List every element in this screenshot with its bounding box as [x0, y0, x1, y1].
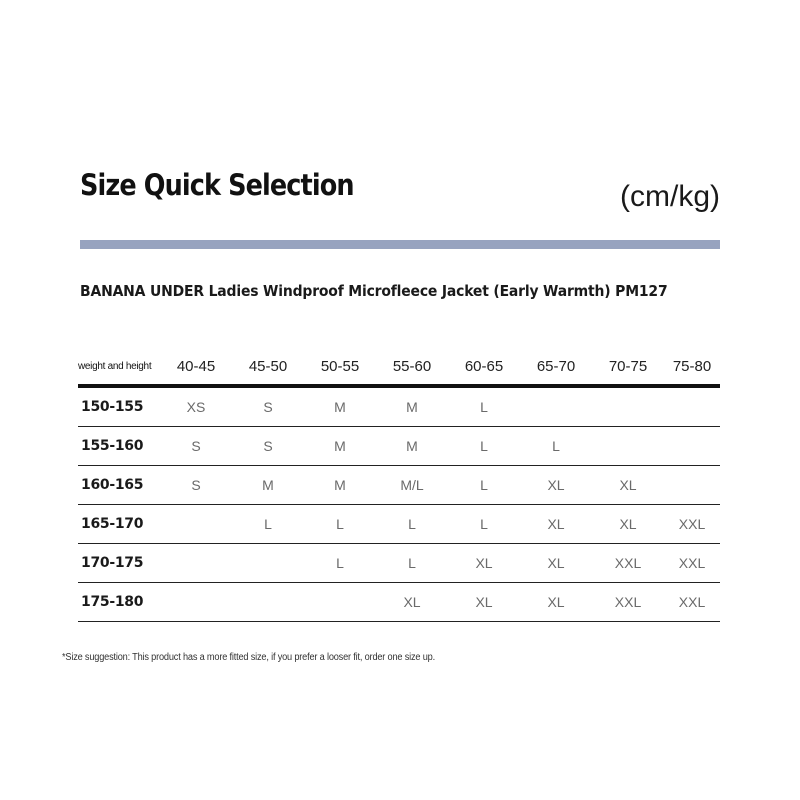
row-label: 150-155 — [78, 386, 160, 427]
row-label: 160-165 — [78, 466, 160, 505]
size-cell: S — [232, 386, 304, 427]
table-row — [78, 505, 720, 544]
size-cell: XL — [592, 466, 664, 505]
size-cell: L — [448, 466, 520, 505]
size-cell: XS — [160, 386, 232, 427]
size-cell — [304, 583, 376, 622]
column-header: 70-75 — [592, 348, 664, 386]
size-cell: S — [160, 427, 232, 466]
accent-divider — [80, 240, 720, 249]
size-cell: M/L — [376, 466, 448, 505]
table-row — [78, 583, 720, 622]
size-cell: S — [232, 427, 304, 466]
page-title: Size Quick Selection — [80, 168, 354, 202]
size-cell: XL — [520, 466, 592, 505]
size-table — [78, 348, 720, 622]
unit-label: (cm/kg) — [620, 180, 720, 213]
size-cell: XL — [448, 583, 520, 622]
size-cell: XL — [520, 544, 592, 583]
size-cell: XL — [592, 505, 664, 544]
column-header: 55-60 — [376, 348, 448, 386]
corner-label: weight and height — [78, 348, 160, 386]
size-cell: L — [376, 505, 448, 544]
size-cell — [160, 583, 232, 622]
size-cell: L — [304, 544, 376, 583]
size-cell: XL — [376, 583, 448, 622]
column-header: 75-80 — [664, 348, 720, 386]
size-cell: L — [448, 386, 520, 427]
size-cell — [664, 427, 720, 466]
size-cell: L — [448, 505, 520, 544]
row-label: 170-175 — [78, 544, 160, 583]
size-cell — [664, 466, 720, 505]
size-cell: M — [304, 466, 376, 505]
size-cell: M — [304, 427, 376, 466]
column-header: 50-55 — [304, 348, 376, 386]
size-cell: XXL — [592, 544, 664, 583]
size-cell: L — [376, 544, 448, 583]
size-cell — [592, 386, 664, 427]
size-cell: M — [376, 386, 448, 427]
size-cell: L — [520, 427, 592, 466]
size-cell — [232, 544, 304, 583]
size-cell: XXL — [664, 583, 720, 622]
table-row — [78, 427, 720, 466]
row-label: 155-160 — [78, 427, 160, 466]
size-cell — [664, 386, 720, 427]
column-header: 40-45 — [160, 348, 232, 386]
size-suggestion-footnote: *Size suggestion: This product has a more fitted size, if you prefer a looser fit, order one size up. — [62, 652, 435, 663]
size-cell — [520, 386, 592, 427]
size-cell: XL — [520, 583, 592, 622]
size-cell — [232, 583, 304, 622]
table-row — [78, 466, 720, 505]
size-cell: L — [304, 505, 376, 544]
size-cell: L — [448, 427, 520, 466]
size-cell: S — [160, 466, 232, 505]
table-row — [78, 386, 720, 427]
column-header: 45-50 — [232, 348, 304, 386]
column-header: 65-70 — [520, 348, 592, 386]
size-cell: XXL — [592, 583, 664, 622]
row-label: 175-180 — [78, 583, 160, 622]
size-cell: M — [304, 386, 376, 427]
size-cell: M — [232, 466, 304, 505]
size-cell — [592, 427, 664, 466]
size-cell — [160, 544, 232, 583]
table-header-row — [78, 348, 720, 386]
product-name: BANANA UNDER Ladies Windproof Microfleece Jacket (Early Warmth) PM127 — [80, 282, 668, 300]
column-header: 60-65 — [448, 348, 520, 386]
size-cell: XXL — [664, 544, 720, 583]
size-cell: L — [232, 505, 304, 544]
row-label: 165-170 — [78, 505, 160, 544]
size-cell: XXL — [664, 505, 720, 544]
size-cell — [160, 505, 232, 544]
size-cell: XL — [520, 505, 592, 544]
table-row — [78, 544, 720, 583]
size-cell: M — [376, 427, 448, 466]
size-cell: XL — [448, 544, 520, 583]
